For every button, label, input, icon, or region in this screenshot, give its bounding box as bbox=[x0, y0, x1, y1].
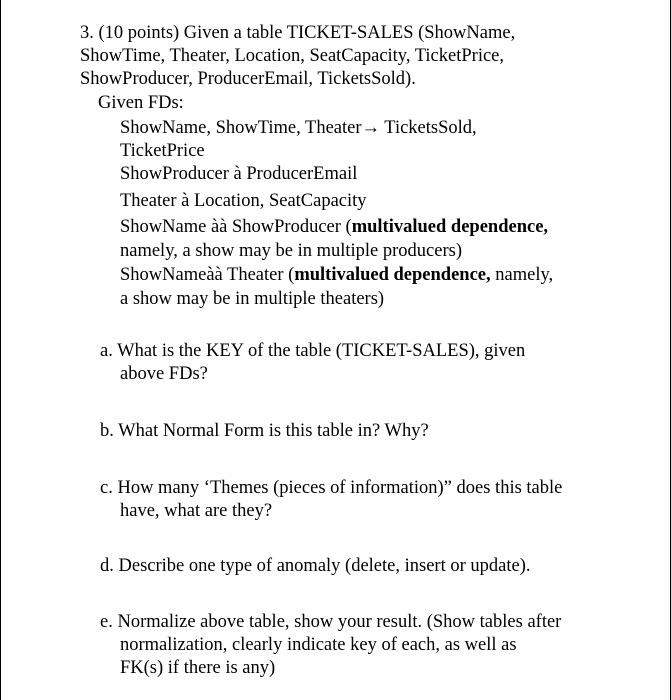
document-page bbox=[1, 0, 670, 700]
fd-2: ShowProducer à ProducerEmail bbox=[120, 164, 358, 184]
mvd-2-suffix: namely, bbox=[490, 265, 554, 285]
mvd-2-line-2: a show may be in multiple theaters) bbox=[120, 289, 385, 309]
subquestion-e-line-1: e. Normalize above table, show your result. (Show tables after bbox=[100, 612, 562, 632]
subquestion-c-line-2: have, what are they? bbox=[120, 501, 273, 521]
question-header-line-3: ShowProducer, ProducerEmail, TicketsSold). bbox=[80, 69, 416, 89]
mvd-2-bold: multivalued dependence, bbox=[294, 265, 491, 285]
subquestion-e-line-3: FK(s) if there is any) bbox=[120, 658, 276, 678]
subquestion-e-line-2: normalization, clearly indicate key of each, as well as bbox=[120, 635, 517, 655]
fd-3: Theater à Location, SeatCapacity bbox=[120, 191, 367, 211]
given-fds-label: Given FDs: bbox=[98, 93, 184, 113]
subquestion-b: b. What Normal Form is this table in? Why? bbox=[100, 421, 429, 441]
subquestion-c-line-1: c. How many ‘Themes (pieces of information)” does this table bbox=[100, 478, 563, 498]
mvd-2-prefix: ShowNameàà Theater ( bbox=[120, 265, 295, 285]
question-header-line-2: ShowTime, Theater, Location, SeatCapacity, TicketPrice, bbox=[80, 46, 505, 66]
mvd-1-bold: multivalued dependence, bbox=[351, 217, 549, 237]
mvd-2-line-1 bbox=[120, 264, 553, 288]
subquestion-d: d. Describe one type of anomaly (delete, insert or update). bbox=[100, 556, 531, 576]
subquestion-a-line-1: a. What is the KEY of the table (TICKET-SALES), given bbox=[100, 341, 526, 361]
mvd-1-line-1 bbox=[120, 216, 548, 240]
question-header-line-1: 3. (10 points) Given a table TICKET-SALES (ShowName, bbox=[80, 23, 516, 43]
mvd-1-prefix: ShowName àà ShowProducer ( bbox=[120, 217, 352, 237]
fd-1-line-2: TicketPrice bbox=[120, 141, 205, 161]
mvd-1-line-2: namely, a show may be in multiple producers) bbox=[120, 241, 462, 261]
subquestion-a-line-2: above FDs? bbox=[120, 364, 208, 384]
fd-1-line-1: ShowName, ShowTime, Theater→ TicketsSold, bbox=[120, 118, 477, 138]
